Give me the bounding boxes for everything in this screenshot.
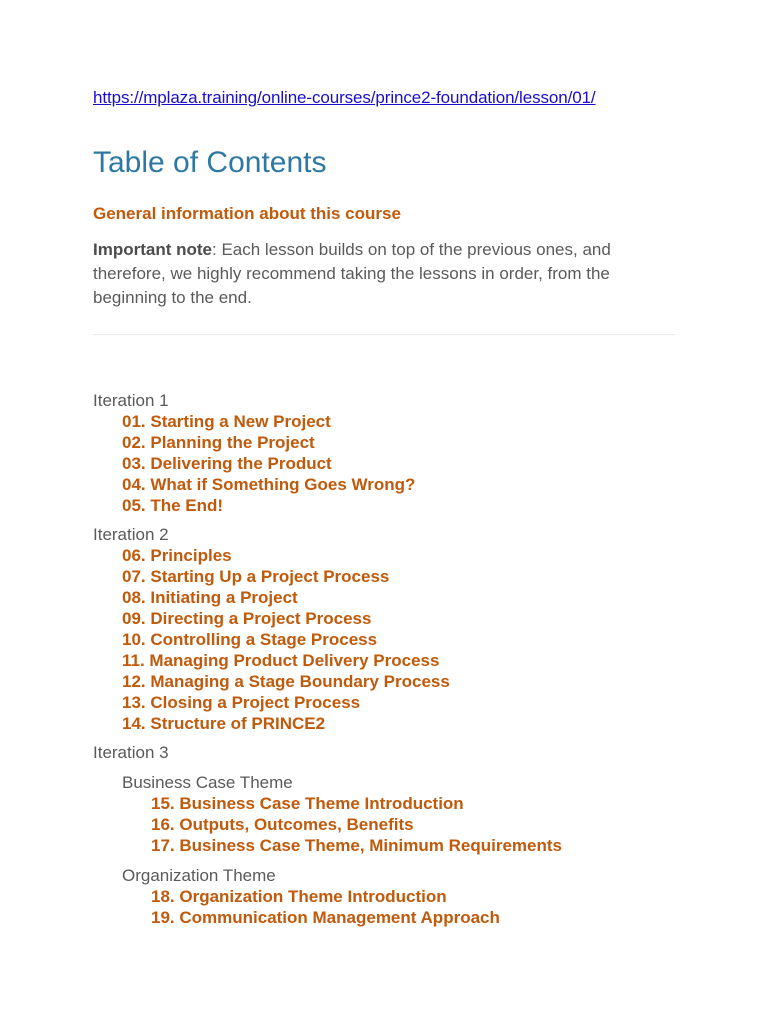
lesson-link[interactable]: 01. Starting a New Project bbox=[122, 412, 331, 431]
theme-organization bbox=[93, 865, 675, 928]
lesson-link[interactable]: 16. Outputs, Outcomes, Benefits bbox=[151, 815, 414, 834]
spacer bbox=[93, 516, 675, 524]
lesson-link[interactable]: 19. Communication Management Approach bbox=[151, 908, 500, 927]
note-text: : Each lesson builds on top of the previous ones, and therefore, we highly recommend taking the lessons in order, from the beginning to the end. bbox=[93, 240, 611, 307]
lesson-list bbox=[122, 793, 675, 856]
lesson-link[interactable]: 15. Business Case Theme Introduction bbox=[151, 794, 464, 813]
lesson-link[interactable]: 08. Initiating a Project bbox=[122, 588, 298, 607]
lesson-link[interactable]: 17. Business Case Theme, Minimum Requirements bbox=[151, 836, 562, 855]
table-of-contents bbox=[93, 390, 675, 928]
divider bbox=[93, 334, 675, 335]
iteration-label: Iteration 3 bbox=[93, 743, 169, 762]
lesson-link[interactable]: 06. Principles bbox=[122, 546, 232, 565]
lesson-link[interactable]: 13. Closing a Project Process bbox=[122, 693, 361, 712]
lesson-link[interactable]: 03. Delivering the Product bbox=[122, 454, 332, 473]
iteration-2 bbox=[93, 524, 675, 734]
iteration-label: Iteration 1 bbox=[93, 391, 169, 410]
spacer bbox=[93, 856, 675, 865]
important-note bbox=[93, 238, 673, 310]
lesson-url-link[interactable]: https://mplaza.training/online-courses/prince2-foundation/lesson/01/ bbox=[93, 88, 596, 107]
lesson-link[interactable]: 02. Planning the Project bbox=[122, 433, 315, 452]
section-subtitle: General information about this course bbox=[93, 204, 401, 223]
lesson-list bbox=[93, 545, 675, 734]
lesson-list bbox=[93, 411, 675, 516]
spacer bbox=[93, 734, 675, 742]
lesson-link[interactable]: 07. Starting Up a Project Process bbox=[122, 567, 390, 586]
lesson-link[interactable]: 12. Managing a Stage Boundary Process bbox=[122, 672, 450, 691]
lesson-list bbox=[122, 886, 675, 928]
page-title: Table of Contents bbox=[93, 146, 327, 179]
lesson-link[interactable]: 11. Managing Product Delivery Process bbox=[122, 651, 440, 670]
lesson-link[interactable]: 05. The End! bbox=[122, 496, 224, 515]
lesson-link[interactable]: 10. Controlling a Stage Process bbox=[122, 630, 378, 649]
iteration-1 bbox=[93, 390, 675, 516]
iteration-label: Iteration 2 bbox=[93, 525, 169, 544]
theme-label: Business Case Theme bbox=[122, 773, 293, 792]
lesson-link[interactable]: 09. Directing a Project Process bbox=[122, 609, 372, 628]
iteration-3 bbox=[93, 742, 675, 928]
lesson-link[interactable]: 18. Organization Theme Introduction bbox=[151, 887, 447, 906]
lesson-link[interactable]: 14. Structure of PRINCE2 bbox=[122, 714, 326, 733]
theme-label: Organization Theme bbox=[122, 866, 276, 885]
spacer bbox=[93, 763, 675, 772]
theme-business-case bbox=[93, 772, 675, 856]
note-label: Important note bbox=[93, 240, 212, 259]
lesson-link[interactable]: 04. What if Something Goes Wrong? bbox=[122, 475, 416, 494]
